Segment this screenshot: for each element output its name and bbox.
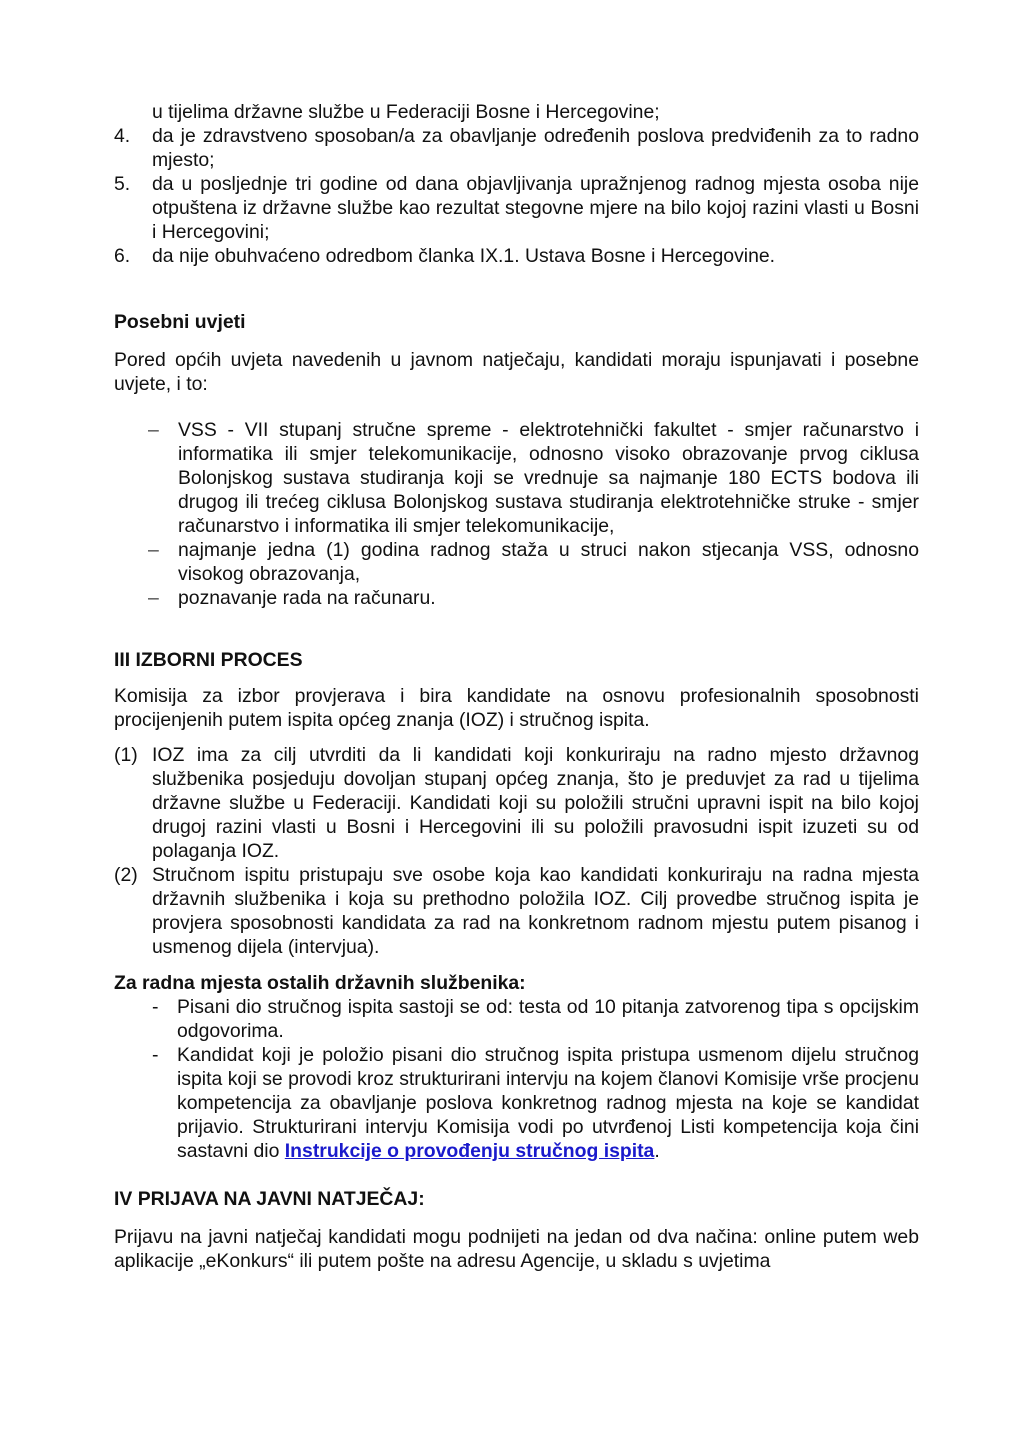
item-text: da nije obuhvaćeno odredbom članka IX.1. Ustava Bosne i Hercegovine. — [152, 245, 776, 267]
list-item-4 — [114, 124, 919, 172]
item-number: (1) — [114, 744, 138, 766]
item-text: poznavanje rada na računaru. — [178, 587, 436, 609]
hyphen-bullet: - — [152, 996, 159, 1018]
list-item-5 — [114, 172, 919, 244]
special-conditions-list — [114, 418, 919, 610]
list-item-2 — [114, 863, 919, 959]
list-item-6 — [114, 244, 919, 268]
document-page — [114, 100, 919, 1273]
dash-bullet: – — [148, 419, 159, 441]
item-end: . — [654, 1140, 660, 1162]
special-conditions-heading: Posebni uvjeti — [114, 311, 246, 333]
list-item — [114, 1043, 919, 1163]
item-text: VSS - VII stupanj stručne spreme - elektrotehnički fakultet - smjer računarstvo i informatika ili smjer telekomunikacije, odnosno visoko obrazovanje prvog ciklusa Bolonjskog sustava studiranja koji se vrednuje sa najmanje 180 ECTS bodova ili drugog ili trećeg ciklusa Bolonjskog sustava studiranja elektrotehničke struke - smjer računarstvo i informatika ili smjer telekomunikacije, — [178, 419, 919, 537]
item-number: 5. — [114, 173, 131, 195]
continuation-text: u tijelima državne službe u Federaciji Bosne i Hercegovine; — [152, 101, 660, 123]
list-item-1 — [114, 743, 919, 863]
item-text: Stručnom ispitu pristupaju sve osobe koja kao kandidati konkuriraju na radna mjesta državnih službenika i koja su prethodno položila IOZ. Cilj provedbe stručnog ispita je provjera sposobnosti kandidata za rad na konkretnom radnom mjestu putem pisanog i usmenog dijela (intervjua). — [152, 864, 919, 958]
item-text: najmanje jedna (1) godina radnog staža u struci nakon stjecanja VSS, odnosno visokog obrazovanja, — [178, 539, 919, 585]
item-text: da je zdravstveno sposoban/a za obavljanje određenih poslova predviđenih za to radno mjesto; — [152, 125, 919, 171]
item-number: 6. — [114, 245, 131, 267]
other-positions-heading: Za radna mjesta ostalih državnih službenika: — [114, 972, 526, 994]
item-text: Kandidat koji je položio pisani dio stručnog ispita pristupa usmenom dijelu stručnog ispita koji se provodi kroz strukturirani intervju na kojem članovi Komisije vrše procjenu kompetencija za obavljanje poslova konkretnog radnog mjesta na koje se kandidat prijavio. Strukturirani intervju Komisija vodi po utvrđenoj Listi kompetencija koja čini sastavni dio — [177, 1044, 919, 1162]
item-text: IOZ ima za cilj utvrditi da li kandidati koji konkuriraju na radno mjesto državnog službenika posjeduju dovoljan stupanj općeg znanja, što je preduvjet za rad u tijelima državne službe u Federaciji. Kandidati koji su položili stručni upravni ispit na bilo kojoj drugoj razini vlasti u Bosni i Hercegovini ili su položili pravosudni ispit izuzeti su od polaganja IOZ. — [152, 744, 919, 862]
item-number: 4. — [114, 125, 131, 147]
list-item — [114, 995, 919, 1043]
item-text: da u posljednje tri godine od dana objavljivanja upražnjenog radnog mjesta osoba nije otpuštena iz državne službe kao rezultat stegovne mjere na bilo kojoj razini vlasti u Bosni i Hercegovini; — [152, 173, 919, 243]
hyphen-bullet: - — [152, 1044, 159, 1066]
instructions-link[interactable]: Instrukcije o provođenju stručnog ispita — [284, 1140, 655, 1162]
selection-process-intro: Komisija za izbor provjerava i bira kandidate na osnovu profesionalnih sposobnosti procijenjenih putem ispita općeg znanja (IOZ) i stručnog ispita. — [114, 685, 919, 731]
special-conditions-intro: Pored općih uvjeta navedenih u javnom natječaju, kandidati moraju ispunjavati i posebne uvjete, i to: — [114, 349, 919, 395]
application-heading: IV PRIJAVA NA JAVNI NATJEČAJ: — [114, 1188, 425, 1210]
list-item — [114, 538, 919, 586]
application-text: Prijavu na javni natječaj kandidati mogu podnijeti na jedan od dva načina: online putem web aplikacije „eKonkurs“ ili putem pošte na adresu Agencije, u skladu s uvjetima — [114, 1226, 919, 1272]
list-item — [114, 418, 919, 538]
item-text: Pisani dio stručnog ispita sastoji se od: testa od 10 pitanja zatvorenog tipa s opcijskim odgovorima. — [177, 996, 919, 1042]
dash-bullet: – — [148, 587, 159, 609]
dash-bullet: – — [148, 539, 159, 561]
general-conditions-tail — [114, 100, 919, 268]
item-number: (2) — [114, 864, 138, 886]
selection-process-heading: III IZBORNI PROCES — [114, 649, 303, 671]
list-item-continuation — [114, 100, 919, 124]
list-item — [114, 586, 919, 610]
